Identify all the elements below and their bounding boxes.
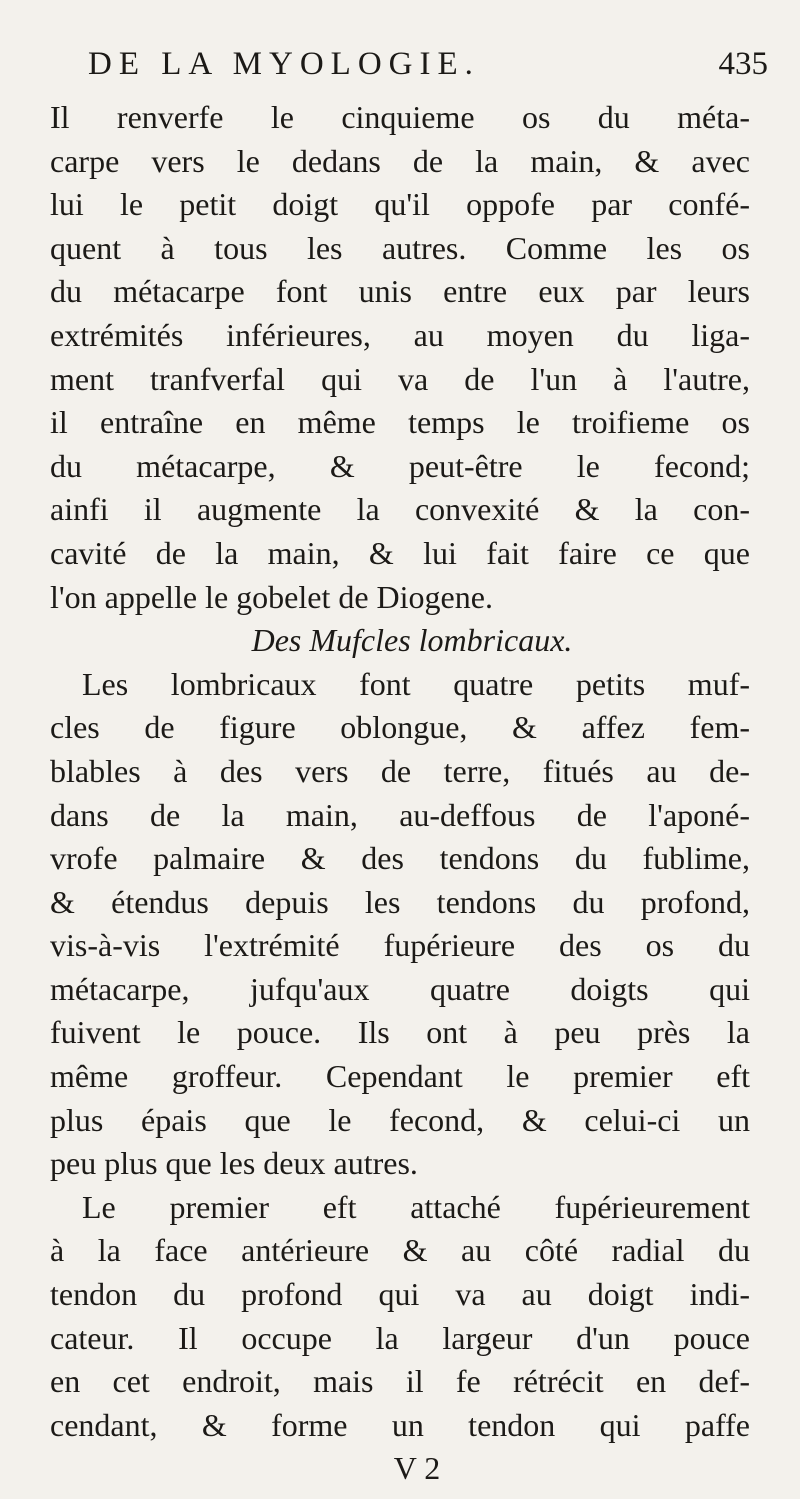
text-line: dans de la main, au-deffous de l'aponé-	[50, 796, 750, 833]
text-line: en cet endroit, mais il fe rétrécit en def-	[50, 1363, 750, 1400]
body-text	[50, 96, 750, 1491]
text-line: Les lombricaux font quatre petits muf-	[82, 665, 750, 702]
text-line: Il renverfe le cinquieme os du méta-	[50, 99, 750, 135]
text-line: du métacarpe, & peut-être le fecond;	[50, 447, 750, 484]
paragraph-3	[50, 1186, 750, 1448]
text-line: blables à des vers de terre, fitués au de-	[50, 752, 750, 789]
text-line: ainfi il augmente la convexité & la con-	[50, 491, 750, 528]
text-line: extrémités inférieures, au moyen du liga-	[50, 316, 750, 353]
text-line: métacarpe, jufqu'aux quatre doigts qui	[50, 970, 750, 1007]
text-line: vrofe palmaire & des tendons du fublime,	[50, 840, 750, 877]
text-line: peu plus que les deux autres.	[50, 1145, 418, 1182]
text-line: vis-à-vis l'extrémité fupérieure des os du	[50, 927, 750, 964]
text-line: fuivent le pouce. Ils ont à peu près la	[50, 1014, 750, 1051]
running-head	[88, 46, 768, 96]
text-line: ment tranfverfal qui va de l'un à l'autre,	[50, 360, 750, 397]
text-line: même groffeur. Cependant le premier eft	[50, 1058, 750, 1095]
text-line: à la face antérieure & au côté radial du	[50, 1232, 750, 1269]
text-line: cavité de la main, & lui fait faire ce que	[50, 534, 750, 571]
section-heading: Des Mufcles lombricaux.	[251, 622, 573, 659]
text-line: l'on appelle le gobelet de Diogene.	[50, 578, 493, 615]
text-line: quent à tous les autres. Comme les os	[50, 229, 750, 266]
text-line: tendon du profond qui va au doigt indi-	[50, 1276, 750, 1313]
text-line: cendant, & forme un tendon qui paffe	[50, 1406, 750, 1443]
text-line: il entraîne en même temps le troifieme os	[50, 404, 750, 441]
text-line: plus épais que le fecond, & celui-ci un	[50, 1101, 750, 1138]
text-line: Le premier eft attaché fupérieurement	[82, 1188, 750, 1225]
text-line: carpe vers le dedans de la main, & avec	[50, 142, 750, 179]
page-number: 435	[718, 46, 768, 82]
text-line: du métacarpe font unis entre eux par leurs	[50, 273, 750, 310]
running-title: DE LA MYOLOGIE.	[88, 46, 480, 82]
text-line: & étendus depuis les tendons du profond,	[50, 883, 750, 920]
paragraph-1	[50, 96, 750, 619]
signature-mark: V 2	[393, 1450, 441, 1487]
text-line: cateur. Il occupe la largeur d'un pouce	[50, 1319, 750, 1356]
text-line: lui le petit doigt qu'il oppofe par confé-	[50, 186, 750, 223]
text-line: cles de figure oblongue, & affez fem-	[50, 709, 750, 746]
paragraph-2	[50, 663, 750, 1186]
